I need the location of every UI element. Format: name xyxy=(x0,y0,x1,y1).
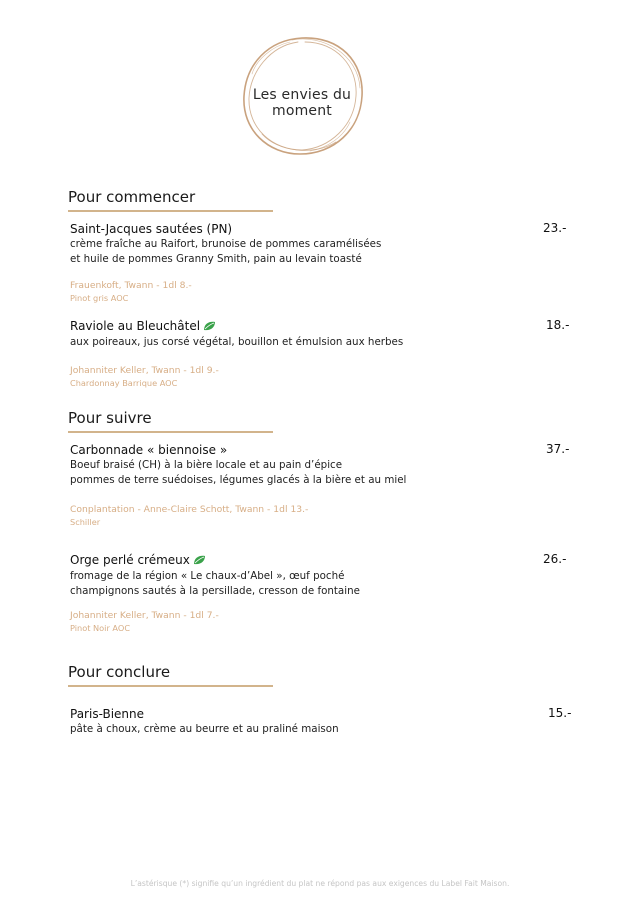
wine-pairing xyxy=(70,279,192,304)
dish-paris-bienne xyxy=(70,706,570,737)
restaurant-logo xyxy=(232,30,372,160)
dish-name: Paris-Bienne xyxy=(70,707,145,721)
footer-note: L’astérisque (*) signifie qu’un ingrédient du plat ne répond pas aux exigences du Label Fait Maison. xyxy=(130,879,510,888)
logo-title: Les envies du moment xyxy=(252,87,352,119)
dish-name: Carbonnade « biennoise » xyxy=(70,443,228,457)
wine-producer: Conplantation - Anne-Claire Schott, Twann - 1dl 13.- xyxy=(70,504,309,515)
section-title-pour-suivre: Pour suivre xyxy=(68,409,152,427)
wine-variety: Pinot gris AOC xyxy=(70,293,129,303)
dish-price: 37.- xyxy=(546,442,570,456)
dish-price: 15.- xyxy=(548,706,572,720)
dish-description-line: crème fraîche au Raifort, brunoise de pommes caramélisées xyxy=(70,238,382,250)
dish-price: 23.- xyxy=(543,221,567,235)
dish-name: Raviole au Bleuchâtel xyxy=(70,319,201,333)
dish-name: Orge perlé crémeux xyxy=(70,553,190,567)
dish-price: 18.- xyxy=(546,318,570,332)
dish-price: 26.- xyxy=(543,552,567,566)
dish-saint-jacques xyxy=(70,221,570,267)
dish-description-line: Boeuf braisé (CH) à la bière locale et au pain d’épice xyxy=(70,459,343,471)
wine-variety: Schiller xyxy=(70,517,101,527)
dish-name: Saint-Jacques sautées (PN) xyxy=(70,222,233,236)
dish-carbonnade xyxy=(70,442,570,488)
section-divider xyxy=(68,210,273,212)
dish-description-line: pommes de terre suédoises, légumes glacés à la bière et au miel xyxy=(70,474,407,486)
dish-name-row xyxy=(70,552,570,569)
wine-producer: Johanniter Keller, Twann - 1dl 7.- xyxy=(70,610,219,621)
dish-orge-perle xyxy=(70,552,570,599)
wine-pairing xyxy=(70,364,219,389)
vegetarian-leaf-icon xyxy=(193,553,206,569)
wine-variety: Chardonnay Barrique AOC xyxy=(70,378,178,388)
dish-description-line: fromage de la région « Le chaux-d’Abel », œuf poché xyxy=(70,570,345,582)
dish-name-row xyxy=(70,318,570,335)
section-divider xyxy=(68,685,273,687)
wine-producer: Frauenkoft, Twann - 1dl 8.- xyxy=(70,280,192,291)
dish-description-line: aux poireaux, jus corsé végétal, bouillon et émulsion aux herbes xyxy=(70,336,404,348)
wine-pairing xyxy=(70,609,219,634)
wine-pairing xyxy=(70,503,308,528)
dish-raviole xyxy=(70,318,570,350)
wine-variety: Pinot Noir AOC xyxy=(70,623,131,633)
dish-description-line: et huile de pommes Granny Smith, pain au levain toasté xyxy=(70,253,362,265)
vegetarian-leaf-icon xyxy=(203,319,216,335)
section-title-pour-commencer: Pour commencer xyxy=(68,188,196,206)
dish-description-line: pâte à choux, crème au beurre et au praliné maison xyxy=(70,723,339,735)
section-divider xyxy=(68,431,273,433)
section-title-pour-conclure: Pour conclure xyxy=(68,663,171,681)
dish-description-line: champignons sautés à la persillade, cresson de fontaine xyxy=(70,585,360,597)
wine-producer: Johanniter Keller, Twann - 1dl 9.- xyxy=(70,365,219,376)
